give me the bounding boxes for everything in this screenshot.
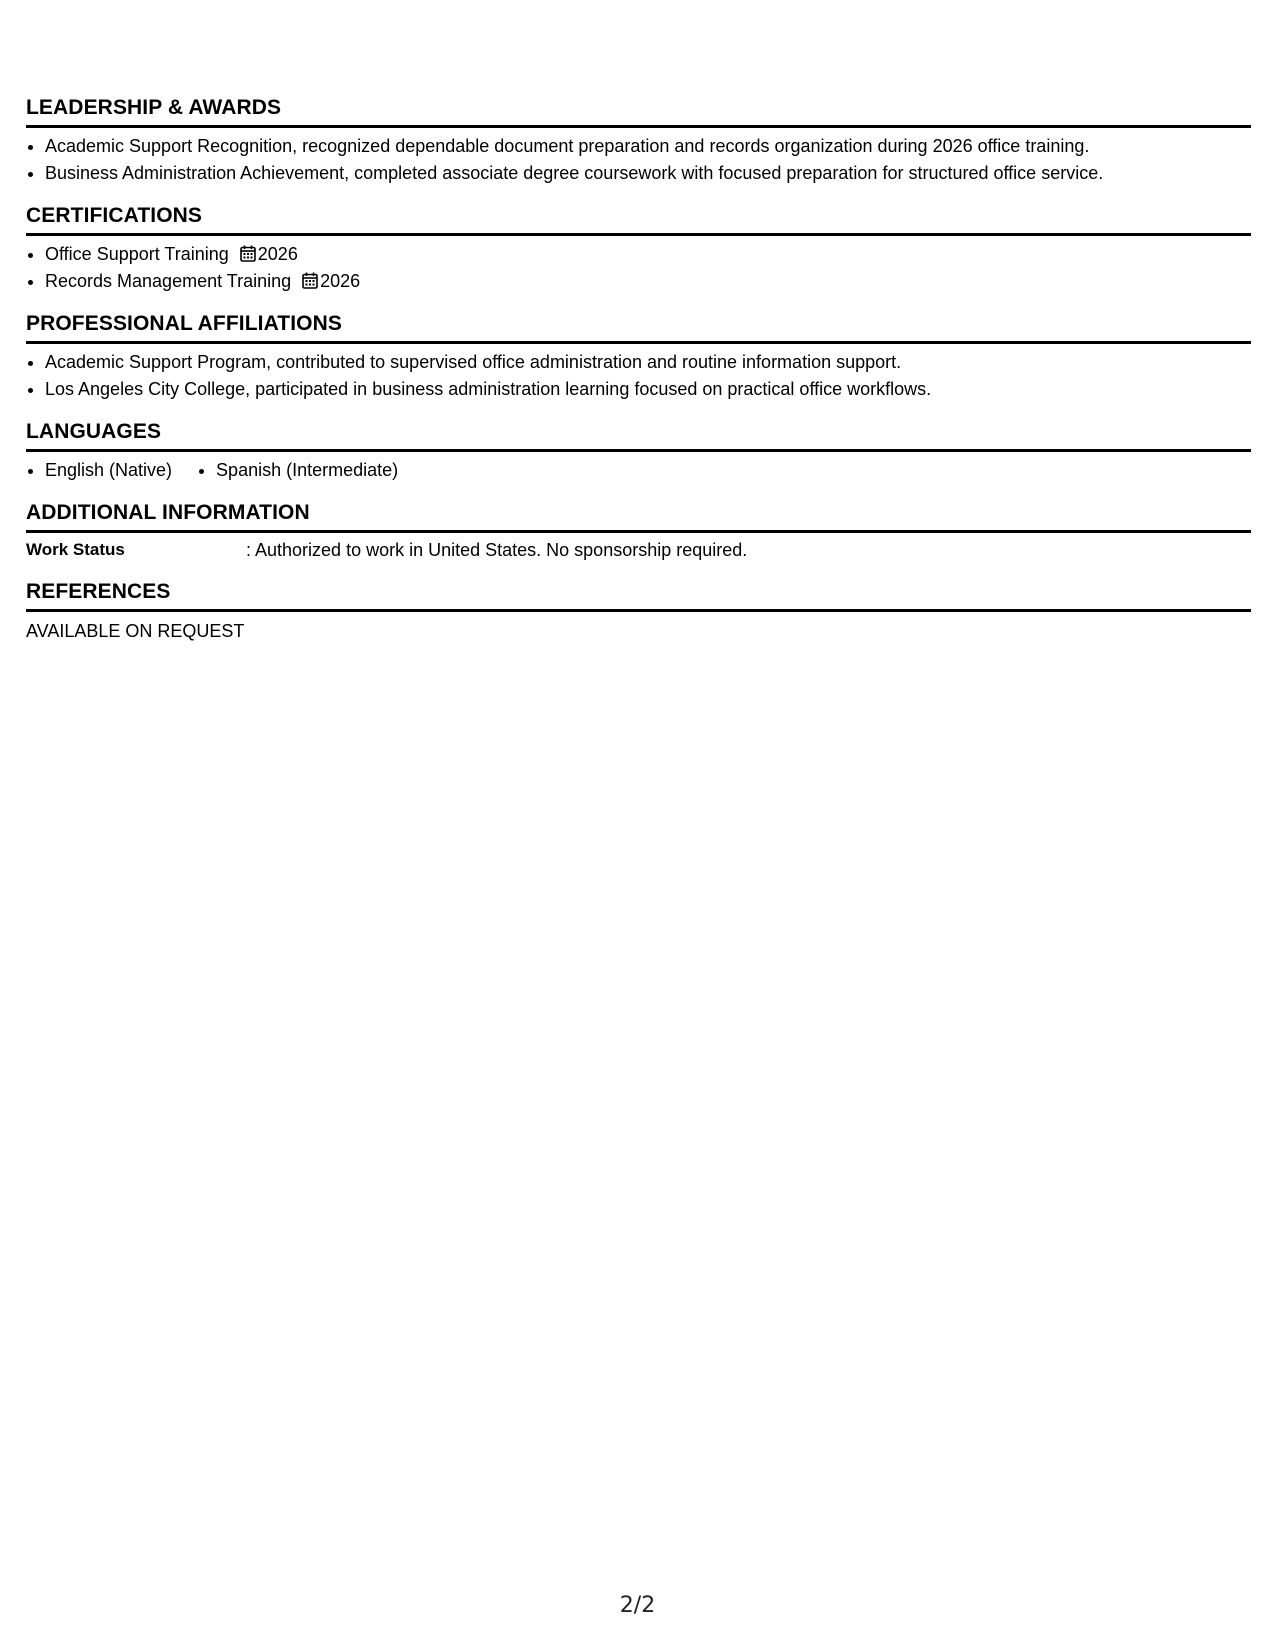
professional-affiliations-section	[26, 309, 1251, 403]
certification-year: 2026	[257, 244, 298, 264]
section-title: ADDITIONAL INFORMATION	[26, 498, 1251, 533]
certifications-list	[26, 241, 1251, 295]
list-item: Business Administration Achievement, completed associate degree coursework with focused preparation for structured office service.	[26, 160, 1251, 187]
section-title: LANGUAGES	[26, 417, 1251, 452]
languages-list	[26, 457, 1251, 484]
page-number: 2/2	[619, 1593, 656, 1618]
list-item	[26, 241, 1251, 268]
references-section	[26, 577, 1251, 644]
section-title: PROFESSIONAL AFFILIATIONS	[26, 309, 1251, 344]
additional-information-section	[26, 498, 1251, 563]
list-item: Academic Support Program, contributed to supervised office administration and routine information support.	[26, 349, 1251, 376]
list-item	[26, 268, 1251, 295]
calendar-icon	[240, 243, 256, 260]
affiliations-list	[26, 349, 1251, 403]
leadership-list	[26, 133, 1251, 187]
calendar-icon	[302, 270, 318, 287]
language-item: Spanish (Intermediate)	[197, 457, 398, 484]
certification-name: Office Support Training	[45, 244, 229, 264]
resume-page-content	[26, 93, 1251, 644]
work-status-label: Work Status	[26, 540, 125, 559]
list-item: Academic Support Recognition, recognized dependable document preparation and records organization during 2026 office training.	[26, 133, 1251, 160]
references-text: AVAILABLE ON REQUEST	[26, 621, 245, 641]
section-title: CERTIFICATIONS	[26, 201, 1251, 236]
work-status-value: : Authorized to work in United States. No sponsorship required.	[246, 540, 748, 560]
work-status-row	[26, 537, 1251, 563]
section-title: LEADERSHIP & AWARDS	[26, 93, 1251, 128]
certification-year: 2026	[320, 271, 361, 291]
certification-name: Records Management Training	[45, 271, 292, 291]
list-item: Los Angeles City College, participated in business administration learning focused on practical office workflows.	[26, 376, 1251, 403]
leadership-awards-section	[26, 93, 1251, 187]
language-item: English (Native)	[26, 457, 172, 484]
certifications-section	[26, 201, 1251, 295]
section-title: REFERENCES	[26, 577, 1251, 612]
languages-section	[26, 417, 1251, 484]
